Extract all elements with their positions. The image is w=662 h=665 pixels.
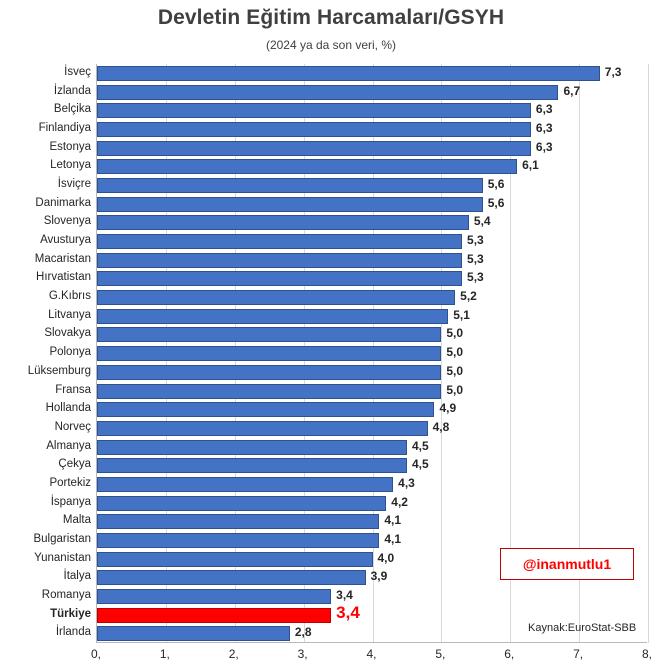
x-tick-label: 0, bbox=[90, 647, 102, 661]
bar bbox=[97, 384, 441, 399]
bar-row bbox=[49, 139, 647, 158]
x-tick-label: 1, bbox=[159, 647, 170, 661]
bar-value-label: 3,9 bbox=[370, 569, 388, 584]
bar bbox=[97, 421, 428, 436]
category-label: Romanya bbox=[41, 588, 91, 601]
bar-row bbox=[53, 101, 647, 120]
category-label: Slovenya bbox=[43, 215, 91, 228]
bar-value-label: 6,7 bbox=[563, 83, 581, 98]
bar-value-label: 5,0 bbox=[446, 326, 464, 341]
category-label: Estonya bbox=[49, 140, 91, 153]
bar-value-label: 4,8 bbox=[432, 419, 450, 434]
category-label: G.Kıbrıs bbox=[48, 290, 91, 303]
category-label: İtalya bbox=[63, 570, 91, 583]
bar-row bbox=[50, 494, 647, 513]
bar bbox=[97, 496, 386, 511]
source-note: Kaynak:EuroStat-SBB bbox=[528, 622, 637, 634]
bar-value-label: 4,1 bbox=[384, 513, 402, 528]
bar-value-label: 5,0 bbox=[446, 345, 464, 360]
bar-value-label: 5,0 bbox=[446, 382, 464, 397]
gridline bbox=[648, 64, 649, 643]
category-label: Fransa bbox=[55, 383, 91, 396]
category-label: Polonya bbox=[49, 346, 91, 359]
category-label: Finlandiya bbox=[38, 122, 91, 135]
bar bbox=[97, 514, 379, 529]
bar-value-label: 6,3 bbox=[535, 121, 553, 136]
x-tick-label: 4, bbox=[366, 647, 377, 661]
category-label: Yunanistan bbox=[34, 551, 91, 564]
bar-value-label: 5,3 bbox=[467, 270, 484, 285]
bar-row bbox=[62, 512, 647, 531]
bar-row bbox=[35, 195, 647, 214]
bar bbox=[97, 477, 393, 492]
bar-row bbox=[48, 307, 647, 326]
bar-value-label: 6,3 bbox=[535, 102, 553, 117]
category-label: Avusturya bbox=[40, 234, 91, 247]
category-label: Letonya bbox=[50, 159, 91, 172]
bar-row bbox=[40, 232, 647, 251]
bar-row bbox=[44, 325, 647, 344]
bar bbox=[97, 197, 483, 212]
bar bbox=[97, 253, 462, 268]
bar bbox=[97, 215, 469, 230]
bar-value-label: 4,5 bbox=[411, 438, 429, 453]
bar-row bbox=[49, 475, 647, 494]
category-label: Türkiye bbox=[50, 607, 91, 620]
bar-value-label: 4,9 bbox=[439, 401, 457, 416]
bar-value-label: 2,8 bbox=[294, 625, 312, 640]
bar-value-label: 4,5 bbox=[411, 457, 429, 472]
bar-row bbox=[50, 157, 647, 176]
category-label: Hırvatistan bbox=[36, 271, 91, 284]
category-label: Danimarka bbox=[35, 196, 91, 209]
bar-row bbox=[43, 213, 647, 232]
bar-value-label: 4,0 bbox=[377, 550, 395, 565]
bar-value-label: 6,1 bbox=[522, 158, 539, 173]
bar-value-label: 3,4 bbox=[336, 587, 353, 602]
bar-value-label: 5,3 bbox=[467, 233, 484, 248]
x-tick-label: 3, bbox=[297, 647, 308, 661]
category-label: Malta bbox=[62, 514, 91, 527]
bar-value-label: 6,3 bbox=[535, 139, 553, 154]
category-label: Slovakya bbox=[44, 327, 91, 340]
bar-value-label: 5,1 bbox=[453, 307, 470, 322]
bar-row bbox=[54, 419, 647, 438]
category-label: İspanya bbox=[50, 495, 91, 508]
bar bbox=[97, 271, 462, 286]
category-label: Çekya bbox=[58, 458, 91, 471]
bar bbox=[97, 365, 441, 380]
bar-value-label: 3,4 bbox=[336, 602, 360, 622]
category-label: Almanya bbox=[46, 439, 91, 452]
bar bbox=[97, 66, 600, 81]
bar bbox=[97, 626, 290, 641]
bar bbox=[97, 309, 448, 324]
chart-title: Devletin Eğitim Harcamaları/GSYH bbox=[157, 6, 505, 29]
author-handle-badge bbox=[500, 548, 634, 580]
bar bbox=[97, 141, 531, 156]
bar bbox=[97, 589, 331, 604]
category-label: Norveç bbox=[54, 420, 91, 433]
bar-value-label: 5,3 bbox=[467, 251, 484, 266]
x-tick-label: 5, bbox=[435, 647, 446, 661]
category-label: İrlanda bbox=[55, 626, 91, 639]
bar-row bbox=[45, 400, 647, 419]
category-label: Portekiz bbox=[49, 476, 91, 489]
bar-row bbox=[48, 288, 647, 307]
bar bbox=[97, 552, 373, 567]
bar bbox=[97, 570, 366, 585]
bar-value-label: 4,3 bbox=[398, 475, 415, 490]
x-tick-label: 6, bbox=[504, 647, 515, 661]
category-label: Belçika bbox=[53, 103, 91, 116]
category-label: İzlanda bbox=[53, 84, 91, 97]
bar bbox=[97, 159, 517, 174]
bar-value-label: 5,0 bbox=[446, 363, 464, 378]
bar bbox=[97, 290, 455, 305]
x-tick-label: 2, bbox=[228, 647, 239, 661]
bar bbox=[97, 85, 558, 100]
bar-row bbox=[27, 363, 647, 382]
bar-value-label: 5,4 bbox=[473, 214, 491, 229]
bar-value-label: 7,3 bbox=[604, 65, 622, 79]
bar-row bbox=[57, 176, 647, 195]
bar-row bbox=[58, 456, 647, 475]
bar bbox=[97, 402, 434, 417]
bar-value-label: 5,6 bbox=[487, 177, 505, 192]
bar bbox=[97, 122, 531, 137]
bar-row bbox=[33, 531, 647, 550]
x-tick-label: 8, bbox=[641, 647, 653, 661]
bar bbox=[97, 178, 483, 193]
bar-row bbox=[55, 382, 647, 401]
x-tick-label: 7, bbox=[573, 647, 584, 661]
bar bbox=[97, 608, 331, 623]
bar-row bbox=[34, 251, 647, 270]
bar bbox=[97, 234, 462, 249]
chart-subtitle: (2024 ya da son veri, %) bbox=[265, 38, 397, 52]
bar bbox=[97, 440, 407, 455]
bar bbox=[97, 346, 441, 361]
category-label: Bulgaristan bbox=[33, 532, 91, 545]
bar-row bbox=[46, 438, 647, 457]
category-label: Hollanda bbox=[45, 402, 91, 415]
category-label: Litvanya bbox=[48, 308, 91, 321]
bar-row bbox=[38, 120, 647, 139]
category-label: İsviçre bbox=[57, 178, 91, 191]
bar-row bbox=[53, 83, 647, 102]
bar bbox=[97, 103, 531, 118]
bar-row bbox=[64, 64, 647, 83]
bar-row bbox=[49, 344, 647, 363]
bar bbox=[97, 533, 379, 548]
bar-value-label: 5,6 bbox=[487, 195, 505, 210]
bar-value-label: 4,2 bbox=[391, 494, 408, 509]
bar-row bbox=[41, 587, 647, 606]
author-handle-text: @inanmutlu1 bbox=[522, 556, 612, 572]
bar bbox=[97, 327, 441, 342]
category-label: İsveç bbox=[64, 66, 91, 78]
bar-value-label: 4,1 bbox=[384, 531, 402, 546]
category-label: Lüksemburg bbox=[27, 364, 91, 377]
bar-value-label: 5,2 bbox=[460, 289, 477, 304]
category-label: Macaristan bbox=[34, 252, 91, 265]
bar-row bbox=[36, 269, 647, 288]
bar bbox=[97, 458, 407, 473]
